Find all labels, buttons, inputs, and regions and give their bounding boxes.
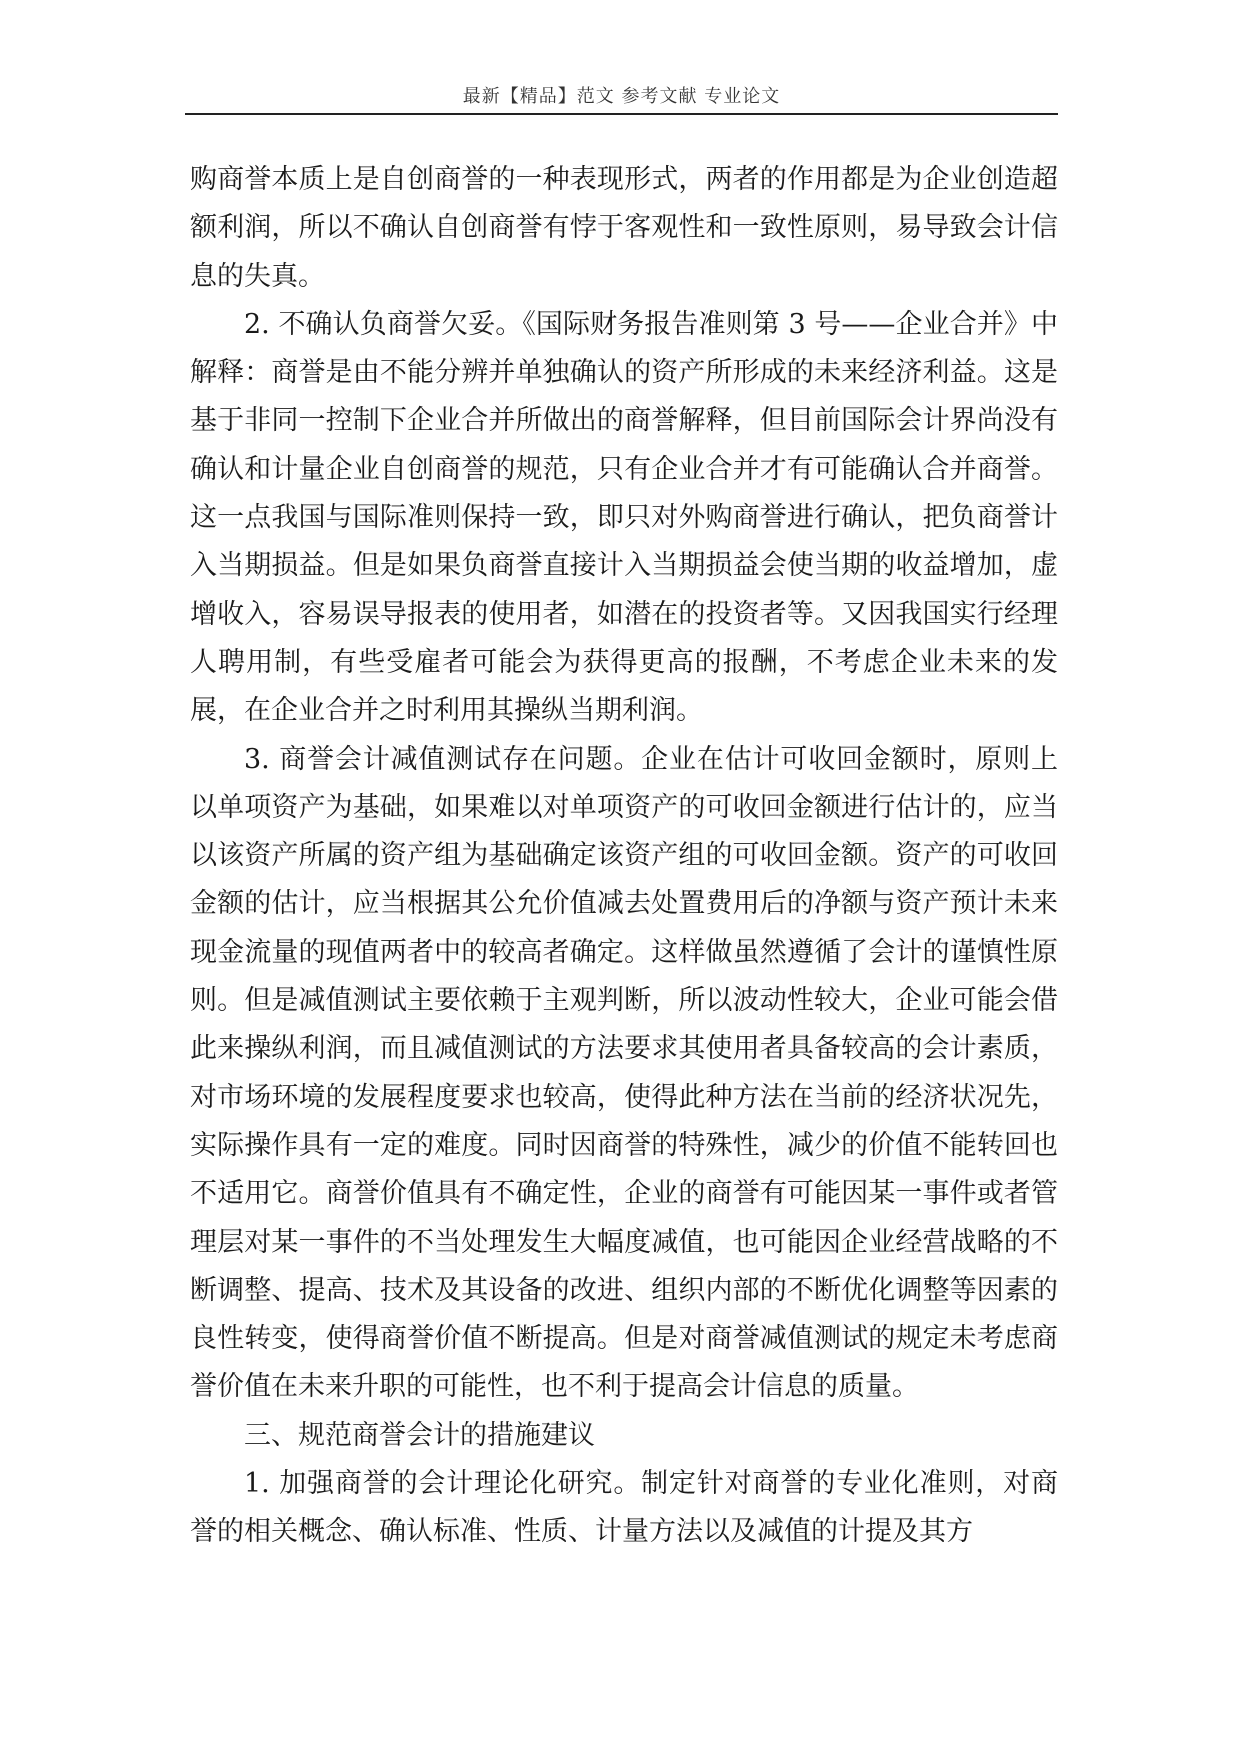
page-header: 最新【精品】范文 参考文献 专业论文 [462, 86, 781, 107]
document-body [190, 156, 1058, 1557]
paragraph-negative-goodwill: 2. 不确认负商誉欠妥。《国际财务报告准则第 3 号——企业合并》中解释：商誉是由不能分辨并单独确认的资产所形成的未来经济利益。这是基于非同一控制下企业合并所做出的商誉解释，但目前国际会计界尚没有确认和计量企业自创商誉的规范，只有企业合并才有可能确认合并商誉。这一点我国与国际准则保持一致，即只对外购商誉进行确认，把负商誉计入当期损益。但是如果负商誉直接计入当期损益会使当期的收益增加，虚增收入，容易误导报表的使用者，如潜在的投资者等。又因我国实行经理人聘用制，有些受雇者可能会为获得更高的报酬，不考虑企业未来的发展，在企业合并之时利用其操纵当期利润。 [190, 308, 1058, 727]
paragraph-continuation: 购商誉本质上是自创商誉的一种表现形式，两者的作用都是为企业创造超额利润，所以不确认自创商誉有悖于客观性和一致性原则，易导致会计信息的失真。 [190, 164, 1058, 292]
header-divider [185, 113, 1058, 115]
paragraph-impairment-test: 3. 商誉会计减值测试存在问题。企业在估计可收回金额时，原则上以单项资产为基础，如果难以对单项资产的可收回金额进行估计的，应当以该资产所属的资产组为基础确定该资产组的可收回金额。资产的可收回金额的估计，应当根据其公允价值减去处置费用后的净额与资产预计未来现金流量的现值两者中的较高者确定。这样做虽然遵循了会计的谨慎性原则。但是减值测试主要依赖于主观判断，所以波动性较大，企业可能会借此来操纵利润，而且减值测试的方法要求其使用者具备较高的会计素质，对市场环境的发展程度要求也较高，使得此种方法在当前的经济状况先，实际操作具有一定的难度。同时因商誉的特殊性，减少的价值不能转回也不适用它。商誉价值具有不确定性，企业的商誉有可能因某一事件或者管理层对某一事件的不当处理发生大幅度减值，也可能因企业经营战略的不断调整、提高、技术及其设备的改进、组织内部的不断优化调整等因素的良性转变，使得商誉价值不断提高。但是对商誉减值测试的规定未考虑商誉价值在未来升职的可能性，也不利于提高会计信息的质量。 [190, 743, 1058, 1403]
section-heading-suggestions: 三、规范商誉会计的措施建议 [244, 1419, 595, 1451]
paragraph-theory-research: 1. 加强商誉的会计理论化研究。制定针对商誉的专业化准则，对商誉的相关概念、确认标准、性质、计量方法以及减值的计提及其方 [190, 1468, 1058, 1548]
